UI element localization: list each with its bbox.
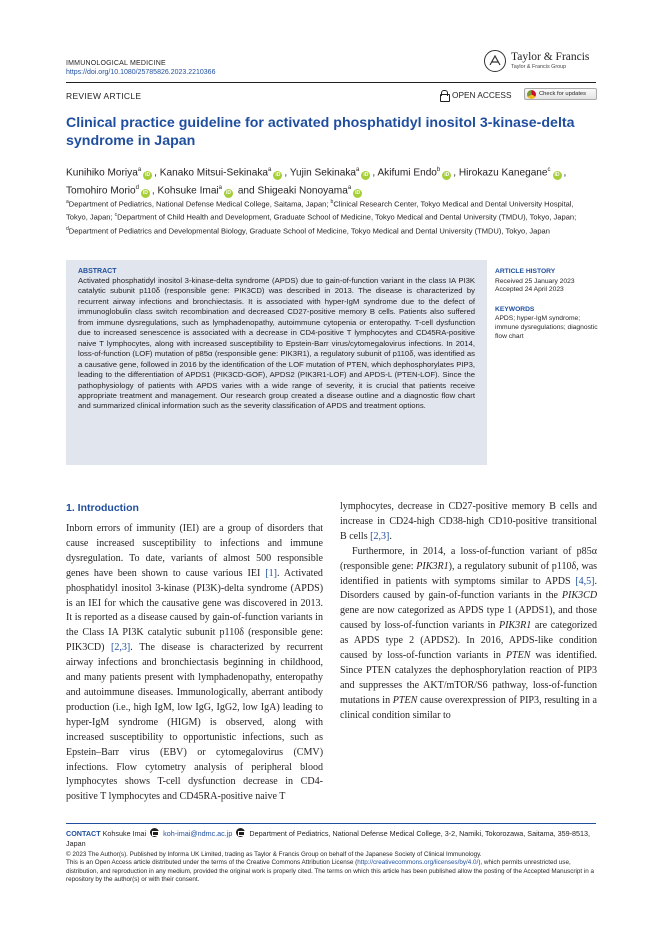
citation-link[interactable]: [2,3] xyxy=(111,642,131,654)
author-separator: , xyxy=(563,167,567,179)
license-text: This is an Open Access article distributed under the terms of the Creative Commons Attribution License (http://creativecommons.org/licenses/by/4.0/), which permits unrestricted use, distribution, and reproduction in any medium, provided the original work is properly cited. The terms on which this article has been published allow the posting of the Accepted Manuscript in a repository by the author(s) or with their consent. xyxy=(66,859,595,883)
address-icon xyxy=(236,828,245,837)
publisher-logo xyxy=(484,47,596,75)
open-access-text: OPEN ACCESS xyxy=(452,90,512,100)
article-type: REVIEW ARTICLE xyxy=(66,91,142,101)
author-affiliation-marker: a xyxy=(218,184,223,191)
copyright-notice xyxy=(66,851,596,884)
check-for-updates-label: Check for updates xyxy=(539,91,587,97)
publisher-emblem-icon xyxy=(484,50,506,72)
publisher-name: Taylor & Francis xyxy=(511,50,590,63)
check-for-updates-button[interactable] xyxy=(524,88,597,100)
gene-name: PTEN xyxy=(392,694,418,706)
author-separator: , xyxy=(453,167,459,179)
affiliation-text: Department of Child Health and Development, Graduate School of Medicine, Tokyo Medical and Dental University (TMDU), Tokyo, Japan; xyxy=(117,212,577,222)
orcid-icon[interactable]: iD xyxy=(275,172,281,179)
license-link[interactable]: http://creativecommons.org/licenses/by/4.0/ xyxy=(357,859,479,867)
orcid-icon[interactable]: iD xyxy=(142,190,148,197)
email-icon xyxy=(150,828,159,837)
author-name: Tomohiro Morio xyxy=(66,185,136,197)
author-separator: , xyxy=(372,167,378,179)
author-name: Kanako Mitsui-Sekinaka xyxy=(159,167,269,179)
header-divider xyxy=(66,82,596,83)
article-history-heading: ARTICLE HISTORY xyxy=(495,268,556,275)
orcid-icon[interactable]: iD xyxy=(226,190,232,197)
gene-name: PIK3CD xyxy=(561,590,598,602)
author-affiliation-marker: a xyxy=(268,167,272,173)
accepted-date: Accepted 24 April 2023 xyxy=(495,286,564,294)
author-name: Hirokazu Kanegane xyxy=(458,167,548,179)
contact-label: CONTACT xyxy=(66,829,101,838)
publisher-group: Taylor & Francis Group xyxy=(511,64,567,71)
contact-email-link[interactable]: koh-imai@ndmc.ac.jp xyxy=(163,829,233,838)
contact-address: Department of Pediatrics, National Defense Medical College, 3-2, Namiki, Tokorozawa, Saitama, 359-8513, Japan xyxy=(66,829,591,848)
author-name: Yujin Sekinaka xyxy=(289,167,357,179)
citation-link[interactable]: [4,5] xyxy=(575,575,595,587)
affiliation-marker: c xyxy=(114,212,118,219)
orcid-icon[interactable]: iD xyxy=(363,172,369,179)
author-separator: and xyxy=(235,185,258,197)
affiliations xyxy=(66,197,594,237)
orcid-icon[interactable]: iD xyxy=(444,172,450,179)
gene-name: PTEN xyxy=(505,650,531,662)
section-heading-introduction: 1. Introduction xyxy=(66,502,139,514)
article-sidebar xyxy=(495,268,605,352)
contact-name: Kohsuke Imai xyxy=(102,829,147,838)
citation-link[interactable]: [1] xyxy=(265,567,277,579)
article-title: Clinical practice guideline for activated phosphatidyl inositol 3-kinase-delta syndrome in Japan xyxy=(66,115,575,149)
abstract-text: Activated phosphatidyl inositol 3-kinase-delta syndrome (APDS) due to gain-of-function variant in the class IA PI3K catalytic subunit p110δ (responsible gene: PIK3CD) was described in 2013. The disease is characterized by recurrent airway infections and bronchiectasis. It is associated with hyper-IgM syndrome due to the defect of immunoglobulin class switch recombination and decreased CD27-positive memory B cells. Patients also suffered from immune dysregulations, such as lymphadenopathy, autoimmune cytopenia or enteropathy. T-cell dysfunction due to increased senescence is associated with a decrease in CD4-positive T lymphocytes and CD45RA-positive naive T lymphocytes, along with increased susceptibility to Epstein-Barr virus/cytomegalovirus infections. In 2014, loss-of-function (LOF) mutation of p85α (responsible gene: PIK3R1), a regulatory subunit of p110δ, was identified as a causative gene, followed in 2016 by the identification of the LOF mutation of PTEN, which dephosphorylates PIP3, leading to the differentiation of APDS1 (PIK3CD-GOF), APDS2 (PIK3R1-LOF) and APDS-L (PTEN-LOF). Since the pathophysiology of patients with APDS varies with a wide range of severity, it is crucial that patients receive appropriate treatment and management. Our research group created a disease outline and a diagnostic flow chart and summarized clinical information such as the severity classification of APDS and treatment options. xyxy=(78,276,475,411)
open-lock-icon xyxy=(440,90,448,100)
author-affiliation-marker: d xyxy=(135,184,139,191)
author-name: Kunihiko Moriya xyxy=(66,167,138,179)
footer-divider xyxy=(66,823,596,824)
keywords-text: APDS; hyper-IgM syndrome; immune dysregulations; diagnostic flow chart xyxy=(495,315,598,340)
contact-info xyxy=(66,828,596,849)
author-affiliation-marker: b xyxy=(436,167,441,173)
abstract-box xyxy=(66,260,487,465)
copyright-line: © 2023 The Author(s). Published by Informa UK Limited, trading as Taylor & Francis Group on behalf of the Japanese Society of Clinical Immunology. xyxy=(66,851,482,858)
gene-name: PIK3R1 xyxy=(498,620,532,632)
author-affiliation-marker: a xyxy=(137,167,142,173)
citation-link[interactable]: [2,3] xyxy=(370,530,390,542)
keywords-heading: KEYWORDS xyxy=(495,305,535,313)
orcid-icon[interactable]: iD xyxy=(145,172,151,179)
author-name: Shigeaki Nonoyama xyxy=(257,185,348,197)
received-date: Received 25 January 2023 xyxy=(495,277,575,285)
abstract-heading: ABSTRACT xyxy=(78,268,117,275)
author-separator: , xyxy=(154,167,160,179)
author-list xyxy=(66,163,586,199)
author-name: Kohsuke Imai xyxy=(157,185,219,197)
body-column-left xyxy=(66,522,323,805)
author-affiliation-marker: c xyxy=(547,167,551,173)
author-separator: , xyxy=(151,185,158,197)
affiliation-marker: d xyxy=(66,225,69,232)
author-affiliation-marker: a xyxy=(356,167,360,173)
affiliation-marker: a xyxy=(66,199,69,205)
author-separator: , xyxy=(284,167,290,179)
intro-paragraph-1: Inborn errors of immunity (IEI) are a group of disorders that cause increased susceptibility to infections and immune dysregulation. To date, variants of almost 500 responsible genes have been shown to cause various IEI [1]. Activated phosphatidyl inositol 3-kinase (PI3K)-delta syndrome (APDS) is an IEI for which the causative gene was discovered in 2013. It is reported as a disease caused by gain-of-function variants in the Class IA PI3K catalytic subunit p110δ (responsible gene: PIK3CD) [2,3]. The disease is characterized by recurrent airway infections and bronchiectasis beginning in childhood, and many patients present with lymphadenopathy, enteropathy and autoimmune diseases. Immunologically, aberrant antibody production (i.e., high IgM, low IgG, IgG2, low IgA) leading to hyper-IgM syndrome (HIGM) is observed, along with increased susceptibility to opportunistic infections, such as Epstein–Barr virus (EBV) or cytomegalovirus (CMV) infections. Flow cytometry analysis of peripheral blood lymphocytes shows T-cell dysfunction decrease in CD4-positive T lymphocytes and CD45RA-positive naive T xyxy=(66,523,324,803)
open-access-label xyxy=(440,90,511,100)
orcid-icon[interactable]: iD xyxy=(355,190,361,197)
affiliation-text: Department of Pediatrics and Developmental Biology, Graduate School of Medicine, Tokyo Medical and Dental University (TMDU), Tokyo, Japan xyxy=(68,226,550,236)
body-column-right xyxy=(340,500,597,724)
journal-name: IMMUNOLOGICAL MEDICINE xyxy=(66,60,166,67)
intro-paragraph-1-cont: lymphocytes, decrease in CD27-positive memory B cells and increase in CD24-high CD38-high CD10-positive transitional B cells [2,3]. xyxy=(340,501,598,542)
intro-paragraph-2: Furthermore, in 2014, a loss-of-function variant of p85α (responsible gene: PIK3R1), a regulatory subunit of p110δ, was identified in patients with symptoms similar to APDS [4,5]. Disorders caused by gain-of-function variants in the PIK3CD gene are now categorized as APDS type 1 (APDS1), and those caused by loss-of-function variants in PIK3R1 are categorized as APDS type 2 (APDS2). In 2016, APDS-like condition caused by loss-of-function variants in PTEN was identified. Since PTEN catalyzes the dephosphorylation reaction of PIP3 and suppresses the AKT/mTOR/S6 pathway, loss-of-function mutations in PTEN cause overexpression of PIP3, resulting in a clinical condition similar to xyxy=(340,545,598,721)
gene-name: PIK3R1 xyxy=(416,560,449,572)
doi-link[interactable]: https://doi.org/10.1080/25785826.2023.2210366 xyxy=(66,69,216,76)
affiliation-text: Department of Pediatrics, National Defense Medical College, Saitama, Japan; xyxy=(68,199,331,209)
author-affiliation-marker: a xyxy=(347,184,352,191)
affiliation-marker: b xyxy=(330,199,334,205)
crossmark-icon xyxy=(527,90,536,99)
affiliation-text: Clinical Research Center, Tokyo Medical and Dental University Hospital, Tokyo, Japan; xyxy=(66,199,574,222)
author-name: Akifumi Endo xyxy=(377,167,437,179)
orcid-icon[interactable]: iD xyxy=(554,172,560,179)
